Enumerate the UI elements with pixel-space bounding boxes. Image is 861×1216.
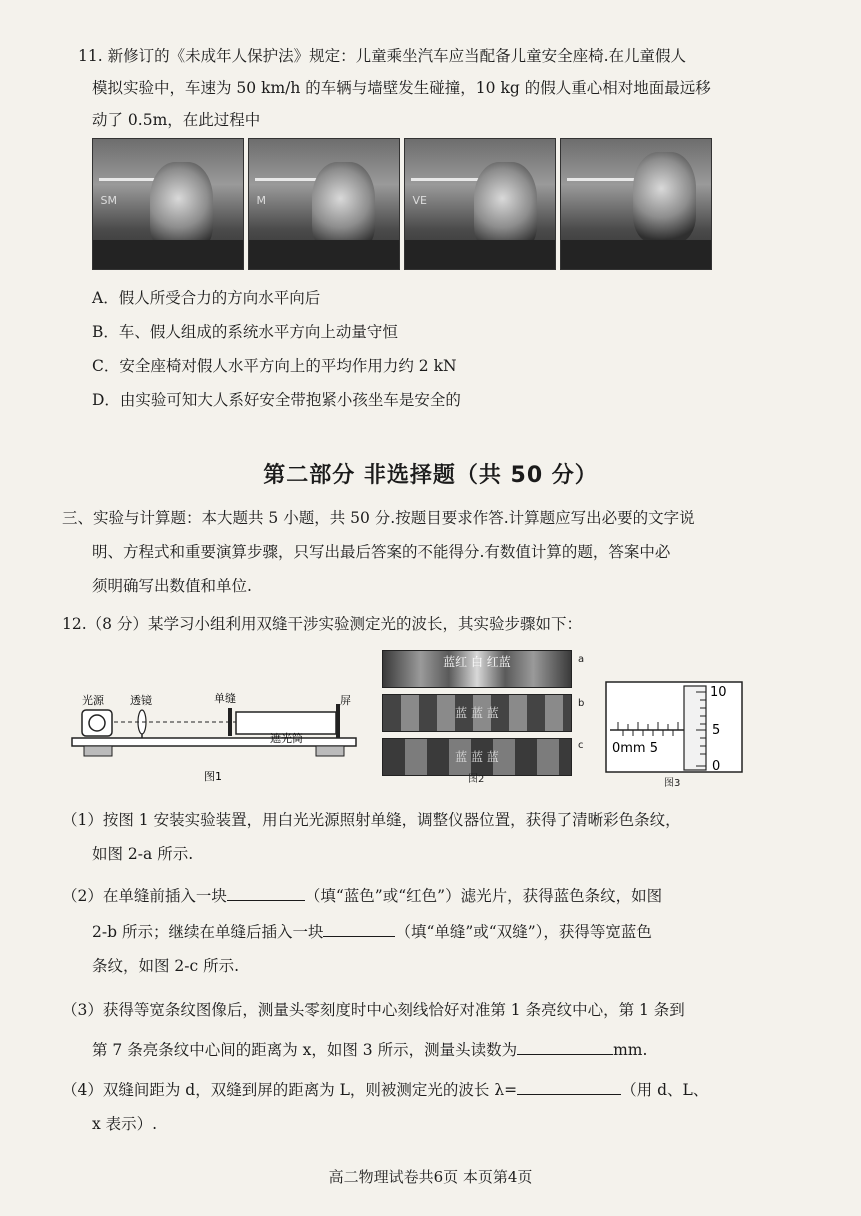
- q12-stem: 12.（8 分）某学习小组利用双缝干涉实验测定光的波长，其实验步骤如下：: [62, 615, 582, 633]
- fringe-b-text: 蓝 蓝 蓝: [455, 706, 499, 720]
- fringe-c-text: 蓝 蓝 蓝: [455, 750, 499, 764]
- main-scale-label: 0mm 5: [612, 741, 659, 756]
- tube-icon: [236, 712, 336, 734]
- q12-p2-text-d: （填“单缝”或“双缝”），获得等宽蓝色: [395, 923, 652, 941]
- q12-p3-text-b: mm.: [613, 1041, 648, 1059]
- crash-photo-1: [92, 138, 244, 270]
- bench-foot-right: [316, 746, 344, 756]
- figure-2-caption: 图2: [468, 774, 485, 785]
- crash-photo-4: [560, 138, 712, 270]
- answer-blank-wavelength[interactable]: [517, 1078, 621, 1095]
- q11-option-d: D．由实验可知大人系好安全带抱紧小孩坐车是安全的: [92, 391, 461, 409]
- light-source-box: [82, 710, 112, 736]
- label-single-slit: 单缝: [214, 692, 236, 705]
- q12-p2-text-b: （填“蓝色”或“红色”）滤光片，获得蓝色条纹，如图: [304, 887, 663, 905]
- fringe-a-text: 蓝红 白 红蓝: [443, 655, 511, 669]
- answer-blank-slit[interactable]: [323, 920, 395, 937]
- label-lens: 透镜: [130, 694, 152, 707]
- q12-p4-line2: x 表示）.: [92, 1115, 158, 1133]
- answer-blank-reading[interactable]: [517, 1038, 613, 1055]
- figure-1-apparatus: [64, 680, 364, 790]
- q11-line3: 动了 0.5m，在此过程中: [92, 111, 261, 129]
- label-screen: 屏: [340, 694, 351, 707]
- page-footer: 高二物理试卷共6页 本页第4页: [328, 1168, 533, 1186]
- q12-p1-line2: 如图 2-a 所示.: [92, 845, 194, 863]
- fringe-label-a: a: [578, 654, 585, 665]
- thimble-label-mid: 5: [712, 723, 721, 738]
- crash-photo-2: [248, 138, 400, 270]
- label-tube: 遮光筒: [270, 732, 303, 745]
- optical-bench: [72, 738, 356, 746]
- answer-blank-filter[interactable]: [227, 884, 305, 901]
- fringe-label-c: c: [578, 740, 584, 751]
- intro-line2: 明、方程式和重要演算步骤，只写出最后答案的不能得分.有数值计算的题，答案中必: [92, 543, 671, 561]
- crash-photo-3: [404, 138, 556, 270]
- q12-p2-line2: [92, 920, 652, 942]
- q11-option-a: A．假人所受合力的方向水平向后: [92, 289, 321, 307]
- q12-p3-line2: [92, 1038, 647, 1060]
- q12-p2-text-a: （2）在单缝前插入一块: [62, 887, 227, 905]
- section-title: 第二部分 非选择题（共 50 分）: [263, 463, 598, 488]
- crash-test-photos: [92, 138, 712, 270]
- q12-p2-line1: [62, 884, 662, 906]
- q12-p2-line3: 条纹，如图 2-c 所示.: [92, 957, 240, 975]
- q12-p4-text-b: （用 d、L、: [621, 1081, 709, 1099]
- fringe-label-b: b: [578, 698, 585, 709]
- q11-line1: 11. 新修订的《未成年人保护法》规定：儿童乘坐汽车应当配备儿童安全座椅.在儿童假人: [78, 47, 687, 65]
- q12-p3-line1: （3）获得等宽条纹图像后，测量头零刻度时中心刻线恰好对准第 1 条亮纹中心，第 1 条到: [62, 1001, 685, 1019]
- q12-p1-line1: （1）按图 1 安装实验装置，用白光光源照射单缝，调整仪器位置，获得了清晰彩色条纹，: [62, 811, 681, 829]
- q11-option-c: C．安全座椅对假人水平方向上的平均作用力约 2 kN: [92, 357, 457, 375]
- label-light-source: 光源: [82, 694, 104, 707]
- intro-line1: 三、实验与计算题：本大题共 5 小题，共 50 分.按题目要求作答.计算题应写出必要的文字说: [62, 509, 695, 527]
- q12-p2-text-c: 2-b 所示；继续在单缝后插入一块: [92, 923, 324, 941]
- q12-p4-line1: [62, 1078, 708, 1100]
- thimble-label-bottom: 0: [712, 759, 721, 774]
- figure-3-caption: 图3: [664, 778, 681, 789]
- thimble: [684, 686, 706, 770]
- photo-label: SM: [100, 193, 117, 207]
- q11-option-b: B．车、假人组成的系统水平方向上动量守恒: [92, 323, 398, 341]
- figure-2-fringes: [382, 650, 572, 776]
- q12-p3-text-a: 第 7 条亮条纹中心间的距离为 x，如图 3 所示，测量头读数为: [92, 1041, 518, 1059]
- photo-label: M: [256, 193, 266, 207]
- q11-line2: 模拟实验中，车速为 50 km/h 的车辆与墙壁发生碰撞，10 kg 的假人重心相对地面最远移: [92, 79, 711, 97]
- single-slit-icon: [228, 708, 232, 736]
- intro-line3: 须明确写出数值和单位.: [92, 577, 252, 595]
- screen-icon: [336, 704, 340, 738]
- fringe-row-b: [382, 694, 572, 732]
- fringe-row-a: [382, 650, 572, 688]
- bench-foot-left: [84, 746, 112, 756]
- photo-label: VE: [412, 193, 427, 207]
- figure-1-caption: 图1: [204, 770, 222, 783]
- q12-p4-text-a: （4）双缝间距为 d，双缝到屏的距离为 L，则被测定光的波长 λ=: [62, 1081, 518, 1099]
- thimble-label-top: 10: [710, 685, 727, 700]
- figure-3-micrometer: [604, 680, 744, 780]
